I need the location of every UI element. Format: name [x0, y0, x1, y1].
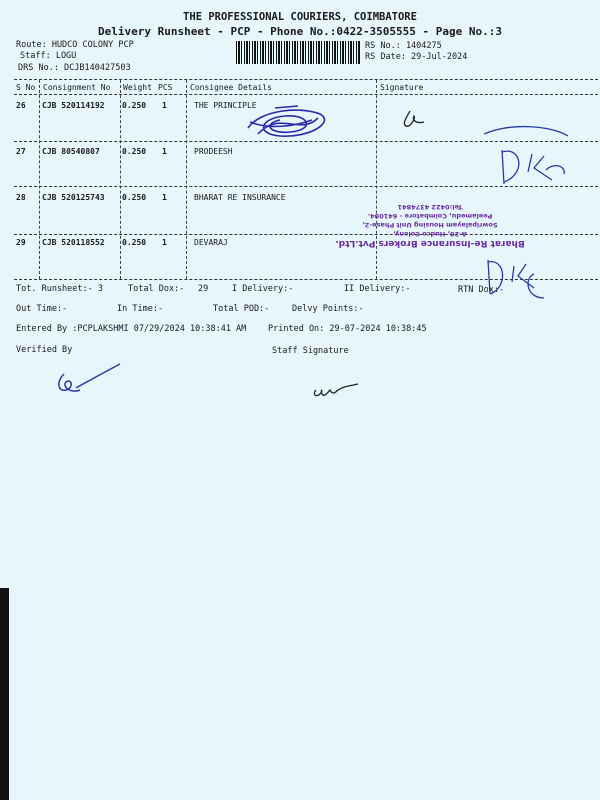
signature-mark: [398, 108, 428, 133]
printed-on: Printed On: 29-07-2024 10:38:45: [268, 324, 427, 334]
rtn-dox: RTN Dox:-: [458, 285, 505, 295]
row-consignment: CJB 520114192: [42, 101, 105, 110]
staff: Staff: LOGU: [20, 51, 77, 61]
col-header-weight: Weight: [123, 83, 152, 92]
row-sno: 29: [16, 238, 26, 247]
out-time: Out Time:-: [16, 304, 68, 314]
row-sno: 28: [16, 193, 26, 202]
runsheet-subtitle: Delivery Runsheet - PCP - Phone No.:0422-3505555 - Page No.:3: [98, 25, 502, 38]
in-time: In Time:-: [117, 304, 164, 314]
second-delivery: II Delivery:-: [344, 284, 411, 294]
row-consignee: BHARAT RE INSURANCE: [194, 193, 286, 202]
staff-signature-mark: [310, 376, 365, 401]
row-weight: 0.250: [122, 147, 147, 156]
row-consignment: CJB 520125743: [42, 193, 105, 202]
header-rule: [14, 94, 598, 95]
col-header-pcs: PCS: [158, 83, 173, 92]
drs-number: DRS No.: DCJB140427503: [18, 63, 131, 73]
column-divider: [39, 80, 40, 279]
col-header-consignment: Consignment No: [43, 83, 111, 92]
entered-by: Entered By :PCPLAKSHMI 07/29/2024 10:38:41 AM: [16, 324, 247, 334]
company-stamp: [335, 183, 525, 247]
row-consignment: CJB 80540807: [42, 147, 100, 156]
total-dox-label: Total Dox:-: [128, 284, 185, 294]
verifier-signature: [50, 362, 125, 402]
total-pod: Total POD:-: [213, 304, 270, 314]
row-pcs: 1: [162, 147, 167, 156]
delivery-points: Delvy Points:-: [292, 304, 364, 314]
row-consignee: DEVARAJ: [194, 238, 228, 247]
stamp-address-line: Peelamedu, Coimbatore - 641004.: [367, 212, 493, 220]
row-consignee: PRODEESH: [194, 147, 233, 156]
initials-signature: [482, 122, 572, 192]
first-delivery: I Delivery:-: [232, 284, 294, 294]
row-weight: 0.250: [122, 238, 147, 247]
col-header-sno: S No: [16, 83, 36, 92]
column-divider: [120, 80, 121, 279]
table-top-rule: [14, 79, 598, 80]
company-title: THE PROFESSIONAL COURIERS, COIMBATORE: [183, 11, 417, 23]
row-weight: 0.250: [122, 101, 147, 110]
rs-date: RS Date: 29-Jul-2024: [365, 52, 468, 62]
row-pcs: 1: [162, 193, 167, 202]
row-weight: 0.250: [122, 193, 147, 202]
verified-by: Verified By: [16, 345, 73, 355]
row-sno: 26: [16, 101, 26, 110]
column-divider: [376, 80, 377, 279]
scan-edge-shadow: [0, 588, 9, 800]
row-sno: 27: [16, 147, 26, 156]
col-header-consignee: Consignee Details: [190, 83, 272, 92]
total-dox-value: 29: [198, 284, 209, 294]
barcode: [236, 41, 360, 64]
signature-scribble: [240, 100, 335, 145]
row-pcs: 1: [162, 101, 167, 110]
column-divider: [186, 80, 187, 279]
initials-signature: [478, 252, 553, 307]
stamp-company-name: Bharat Re-Insurance Brokers Pvt.Ltd.: [335, 238, 525, 248]
row-consignment: CJB 520118552: [42, 238, 105, 247]
row-consignee: THE PRINCIPLE: [194, 101, 257, 110]
staff-signature: Staff Signature: [272, 346, 349, 356]
col-header-signature: Signature: [380, 83, 424, 92]
total-runsheet: Tot. Runsheet:- 3: [16, 284, 103, 294]
stamp-phone: Tel:0422 4374841: [397, 203, 463, 211]
row-pcs: 1: [162, 238, 167, 247]
route: Route: HUDCO COLONY PCP: [16, 40, 134, 50]
stamp-address-line: A-20, Hudco Colony,: [393, 230, 467, 238]
stamp-address-line: Sowripalayam Housing Unit Phase-2,: [362, 221, 498, 229]
rs-number: RS No.: 1404275: [365, 41, 442, 51]
